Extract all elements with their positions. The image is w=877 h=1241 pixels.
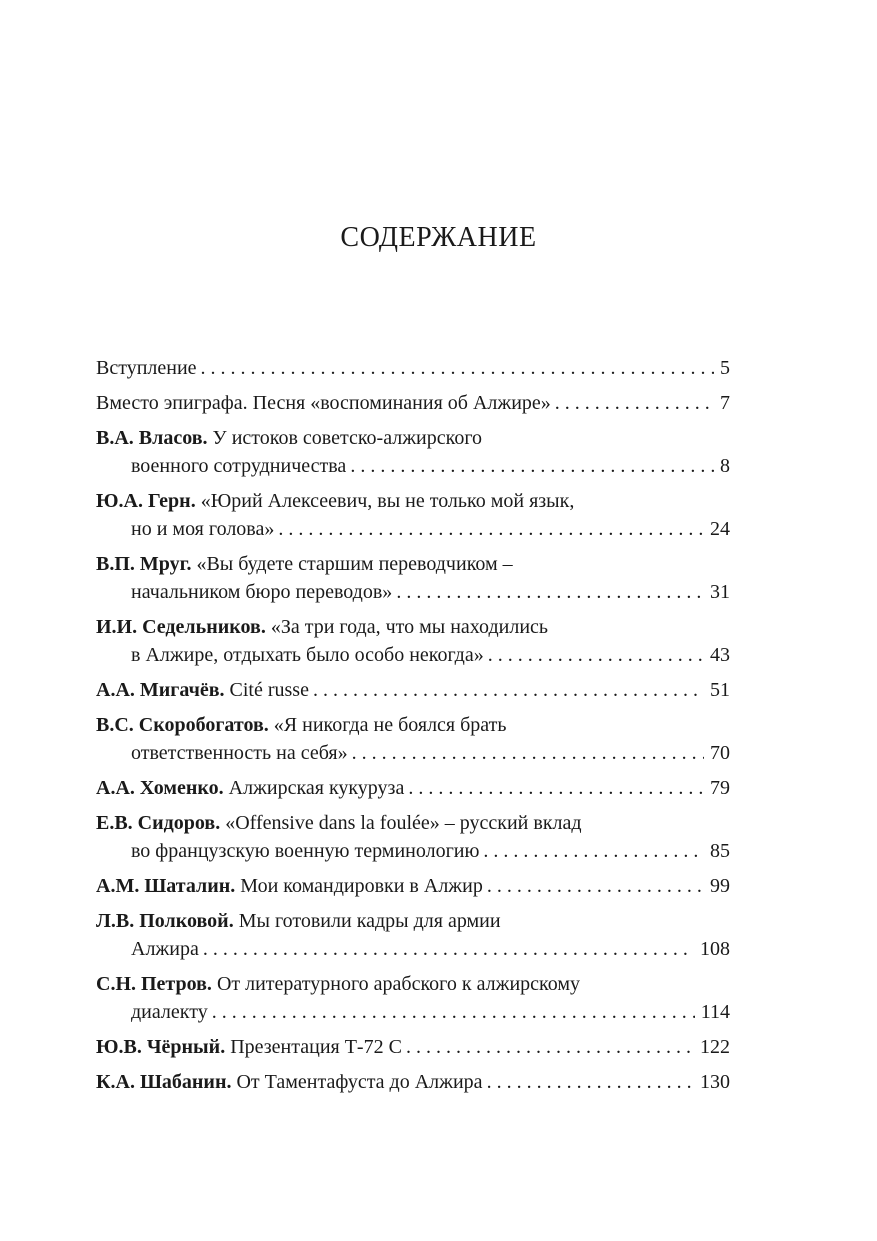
toc-title: Мои командировки в Алжир (240, 875, 483, 897)
toc-entry-line (96, 998, 730, 1026)
toc-title-continuation: во французскую военную терминологию (131, 840, 480, 862)
toc-title-continuation: Алжира (131, 938, 199, 960)
dot-leader (487, 872, 704, 900)
toc-entry-text (96, 1068, 483, 1096)
toc-title: От литературного арабского к алжирскому (216, 973, 581, 995)
toc-entry (96, 774, 730, 802)
toc-entry-text (96, 424, 482, 452)
toc-entry-line (96, 1033, 730, 1061)
toc-entry-line (96, 935, 730, 963)
toc-entry-line (96, 711, 730, 739)
page-number: 7 (720, 392, 730, 414)
toc-title: Вступление (96, 357, 197, 379)
toc-entry-line (96, 613, 730, 641)
toc-entry-line (96, 389, 730, 417)
toc-title-continuation: но и моя голова» (131, 518, 275, 540)
toc-entry-line (96, 487, 730, 515)
toc-author: К.А. Шабанин. (96, 1071, 232, 1093)
toc-entry-text (96, 1033, 402, 1061)
toc-entry (96, 487, 730, 543)
toc-entry-text (96, 354, 197, 382)
toc-entry (96, 676, 730, 704)
toc-title: «Offensive dans la foulée» – русский вклад (225, 812, 582, 834)
page-number: 99 (710, 875, 730, 897)
toc-author: В.А. Власов. (96, 427, 208, 449)
toc-title-continuation: в Алжире, отдыхать было особо некогда» (131, 644, 484, 666)
toc-title: Презентация Т-72 С (230, 1036, 402, 1058)
page-number: 70 (710, 742, 730, 764)
toc-entry (96, 711, 730, 767)
toc-entry-text (96, 774, 404, 802)
toc-entry (96, 613, 730, 669)
toc-title: Алжирская кукуруза (228, 777, 405, 799)
dot-leader (406, 1033, 694, 1061)
toc-title: Мы готовили кадры для армии (238, 910, 501, 932)
toc-entry (96, 389, 730, 417)
toc-entry-text (96, 907, 501, 935)
dot-leader (408, 774, 704, 802)
toc-title: «Я никогда не боялся брать (273, 714, 507, 736)
toc-entry (96, 1033, 730, 1061)
toc-entry (96, 354, 730, 382)
page-number: 31 (710, 581, 730, 603)
dot-leader (212, 998, 695, 1026)
dot-leader (278, 515, 704, 543)
dot-leader (201, 354, 714, 382)
toc-author: В.П. Мруг. (96, 553, 192, 575)
toc-entry-line (96, 970, 730, 998)
page-number: 114 (700, 1001, 730, 1023)
toc-entry-text (96, 389, 551, 417)
dot-leader (555, 389, 714, 417)
toc-entry-line (96, 452, 730, 480)
page-number: 79 (710, 777, 730, 799)
toc-author: С.Н. Петров. (96, 973, 212, 995)
toc-entry-text (96, 613, 548, 641)
toc-author: А.М. Шаталин. (96, 875, 236, 897)
table-of-contents (96, 354, 730, 1103)
toc-entry-line (96, 1068, 730, 1096)
dot-leader (483, 837, 704, 865)
toc-title: От Таментафуста до Алжира (236, 1071, 483, 1093)
dot-leader (396, 578, 704, 606)
toc-author: Ю.А. Герн. (96, 490, 196, 512)
toc-entry-line (96, 872, 730, 900)
toc-entry-line (96, 550, 730, 578)
toc-entry (96, 970, 730, 1026)
toc-title: «За три года, что мы находились (270, 616, 549, 638)
toc-entry-line (96, 424, 730, 452)
toc-entry-line (96, 809, 730, 837)
dot-leader (488, 641, 704, 669)
page-number: 43 (710, 644, 730, 666)
toc-author: И.И. Седельников. (96, 616, 266, 638)
toc-entry (96, 907, 730, 963)
toc-title-continuation: начальником бюро переводов» (131, 581, 393, 603)
page-number: 130 (700, 1071, 730, 1093)
toc-entry (96, 809, 730, 865)
toc-entry-text (96, 970, 580, 998)
toc-entry-line (96, 907, 730, 935)
page-number: 5 (720, 357, 730, 379)
toc-entry-line (96, 578, 730, 606)
toc-entry-line (96, 676, 730, 704)
toc-author: А.А. Мигачёв. (96, 679, 225, 701)
toc-entry (96, 872, 730, 900)
toc-entry-line (96, 837, 730, 865)
toc-entry (96, 550, 730, 606)
dot-leader (350, 452, 714, 480)
toc-title: Вместо эпиграфа. Песня «воспоминания об Алжире» (96, 392, 551, 414)
toc-entry-text (96, 711, 507, 739)
toc-title: «Юрий Алексеевич, вы не только мой язык, (200, 490, 575, 512)
dot-leader (487, 1068, 694, 1096)
toc-title-continuation: ответственность на себя» (131, 742, 348, 764)
toc-entry-text (96, 872, 483, 900)
toc-author: Ю.В. Чёрный. (96, 1036, 226, 1058)
toc-author: Е.В. Сидоров. (96, 812, 221, 834)
page-number: 8 (720, 455, 730, 477)
toc-entry (96, 424, 730, 480)
page-number: 85 (710, 840, 730, 862)
toc-author: А.А. Хоменко. (96, 777, 224, 799)
toc-entry-line (96, 739, 730, 767)
toc-title: «Вы будете старшим переводчиком – (196, 553, 513, 575)
page-title: СОДЕРЖАНИЕ (340, 222, 537, 253)
toc-title-continuation: военного сотрудничества (131, 455, 347, 477)
toc-title: У истоков советско-алжирского (212, 427, 483, 449)
toc-title-continuation: диалекту (131, 1001, 208, 1023)
toc-entry-text (96, 676, 309, 704)
page-number: 122 (700, 1036, 730, 1058)
page-number: 51 (710, 679, 730, 701)
toc-entry-text (96, 809, 582, 837)
toc-entry-line (96, 515, 730, 543)
toc-entry-text (96, 550, 513, 578)
toc-author: Л.В. Полковой. (96, 910, 234, 932)
dot-leader (203, 935, 694, 963)
toc-entry-line (96, 641, 730, 669)
toc-entry-line (96, 774, 730, 802)
page-number: 24 (710, 518, 730, 540)
toc-author: В.С. Скоробогатов. (96, 714, 269, 736)
page-number: 108 (700, 938, 730, 960)
dot-leader (352, 739, 704, 767)
dot-leader (313, 676, 704, 704)
toc-entry-line (96, 354, 730, 382)
toc-entry (96, 1068, 730, 1096)
toc-entry-text (96, 487, 574, 515)
toc-title: Cité russe (229, 679, 309, 701)
